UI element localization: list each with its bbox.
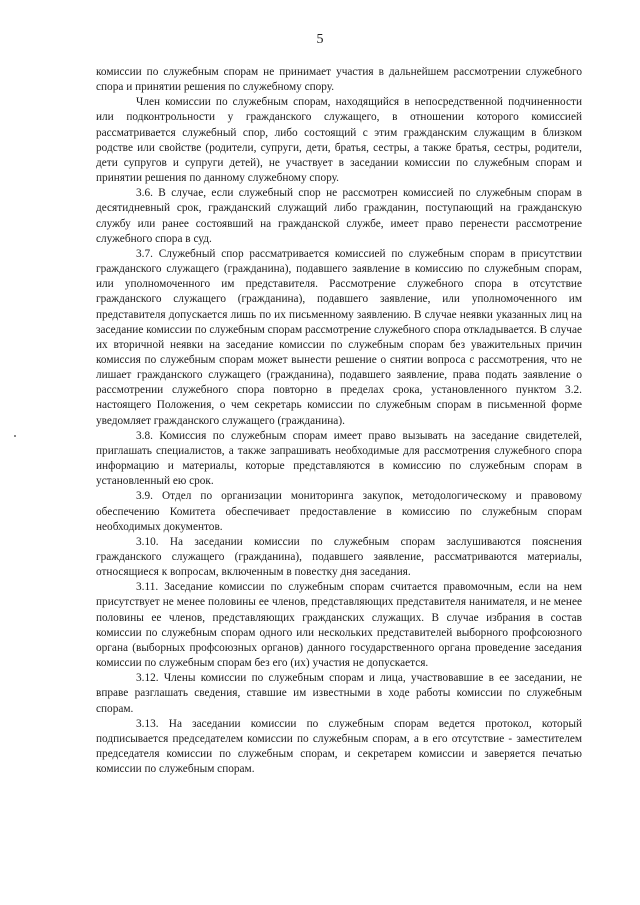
paragraph-3-13: 3.13. На заседании комиссии по служебным спорам ведется протокол, который подписывается председателем комиссии по служебным спорам, а в его отсутствие - заместителем председателя комиссии по служебным спорам, и секретарем комиссии и заверяется печатью комиссии по служебным спорам.: [96, 717, 582, 776]
paragraph-3-11: 3.11. Заседание комиссии по служебным спорам считается правомочным, если на нем присутствует не менее половины ее членов, представляющих представителя нанимателя, и не менее половины ее членов, представляющих гражданских служащих. В случае избрания в состав комиссии по служебным спорам одного или нескольких представителей выборного профсоюзного органа (выборных профсоюзных органов) данного государственного органа проведение заседания комиссии по служебным спорам без его (их) участия не допускается.: [96, 581, 582, 670]
paragraph-3-7: 3.7. Служебный спор рассматривается комиссией по служебным спорам в присутствии гражданского служащего (гражданина), подавшего заявление в комиссию по служебным спорам, или уполномоченного им представителя. Рассмотрение служебного спора в отсутствие гражданского служащего (гражданина), подавшего заявление, или уполномоченного им представителя допускается лишь по их письменному заявлению. В случае неявки указанных лиц на заседание комиссии по служебным спорам рассмотрение служебного спора откладывается. В случае их вторичной неявки на заседание комиссии по служебным спорам без уважительных причин комиссия по служебным спорам может вынести решение о снятии вопроса с рассмотрения, что не лишает гражданского служащего (гражданина), подавшего заявление, права подать заявление о рассмотрении служебного спора повторно в пределах срока, установленного пунктом 3.2. настоящего Положения, о чем секретарь комиссии по служебным спорам в письменной форме уведомляет гражданского служащего (гражданина).: [96, 247, 582, 427]
paragraph-3-12: 3.12. Члены комиссии по служебным спорам и лица, участвовавшие в ее заседании, не вправе разглашать сведения, ставшие им известными в ходе работы комиссии по служебным спорам.: [96, 672, 582, 715]
paragraph-member-conflict: Член комиссии по служебным спорам, находящийся в непосредственной подчиненности или подконтрольности у гражданского служащего, в отношении которого комиссией рассматривается служебный спор, либо состоящий с этим гражданским служащим в близком родстве или свойстве (родители, супруги, дети, братья, сестры, а также братья, сестры, родители, дети супругов и супруги детей), не участвует в заседании комиссии по служебным спорам и принятии решения по данному служебному спору.: [96, 96, 582, 185]
document-body: [96, 65, 582, 777]
paragraph-3-9: 3.9. Отдел по организации мониторинга закупок, методологическому и правовому обеспечению Комитета обеспечивает предоставление в комиссию по служебным спорам необходимых документов.: [96, 490, 582, 533]
paragraph-3-8: 3.8. Комиссия по служебным спорам имеет право вызывать на заседание свидетелей, приглашать специалистов, а также запрашивать необходимые для рассмотрения служебного спора информацию и материалы, которые представляются в комиссию по служебным спорам в установленный ею срок.: [96, 429, 582, 488]
paragraph-continuation: комиссии по служебным спорам не принимает участия в дальнейшем рассмотрении служебного спора и принятии решения по служебному спору.: [96, 66, 582, 94]
paragraph-3-10: 3.10. На заседании комиссии по служебным спорам заслушиваются пояснения гражданского служащего (гражданина), подавшего заявление, рассматриваются материалы, относящиеся к вопросам, включенным в повестку дня заседания.: [96, 535, 582, 579]
page-number: 5: [316, 32, 324, 47]
scan-speck: [14, 435, 16, 437]
paragraph-3-6: 3.6. В случае, если служебный спор не рассмотрен комиссией по служебным спорам в десятидневный срок, гражданский служащий либо гражданин, поступающий на гражданскую службу или ранее состоявший на гражданской службе, имеет право перенести рассмотрение служебного спора в суд.: [96, 187, 582, 245]
